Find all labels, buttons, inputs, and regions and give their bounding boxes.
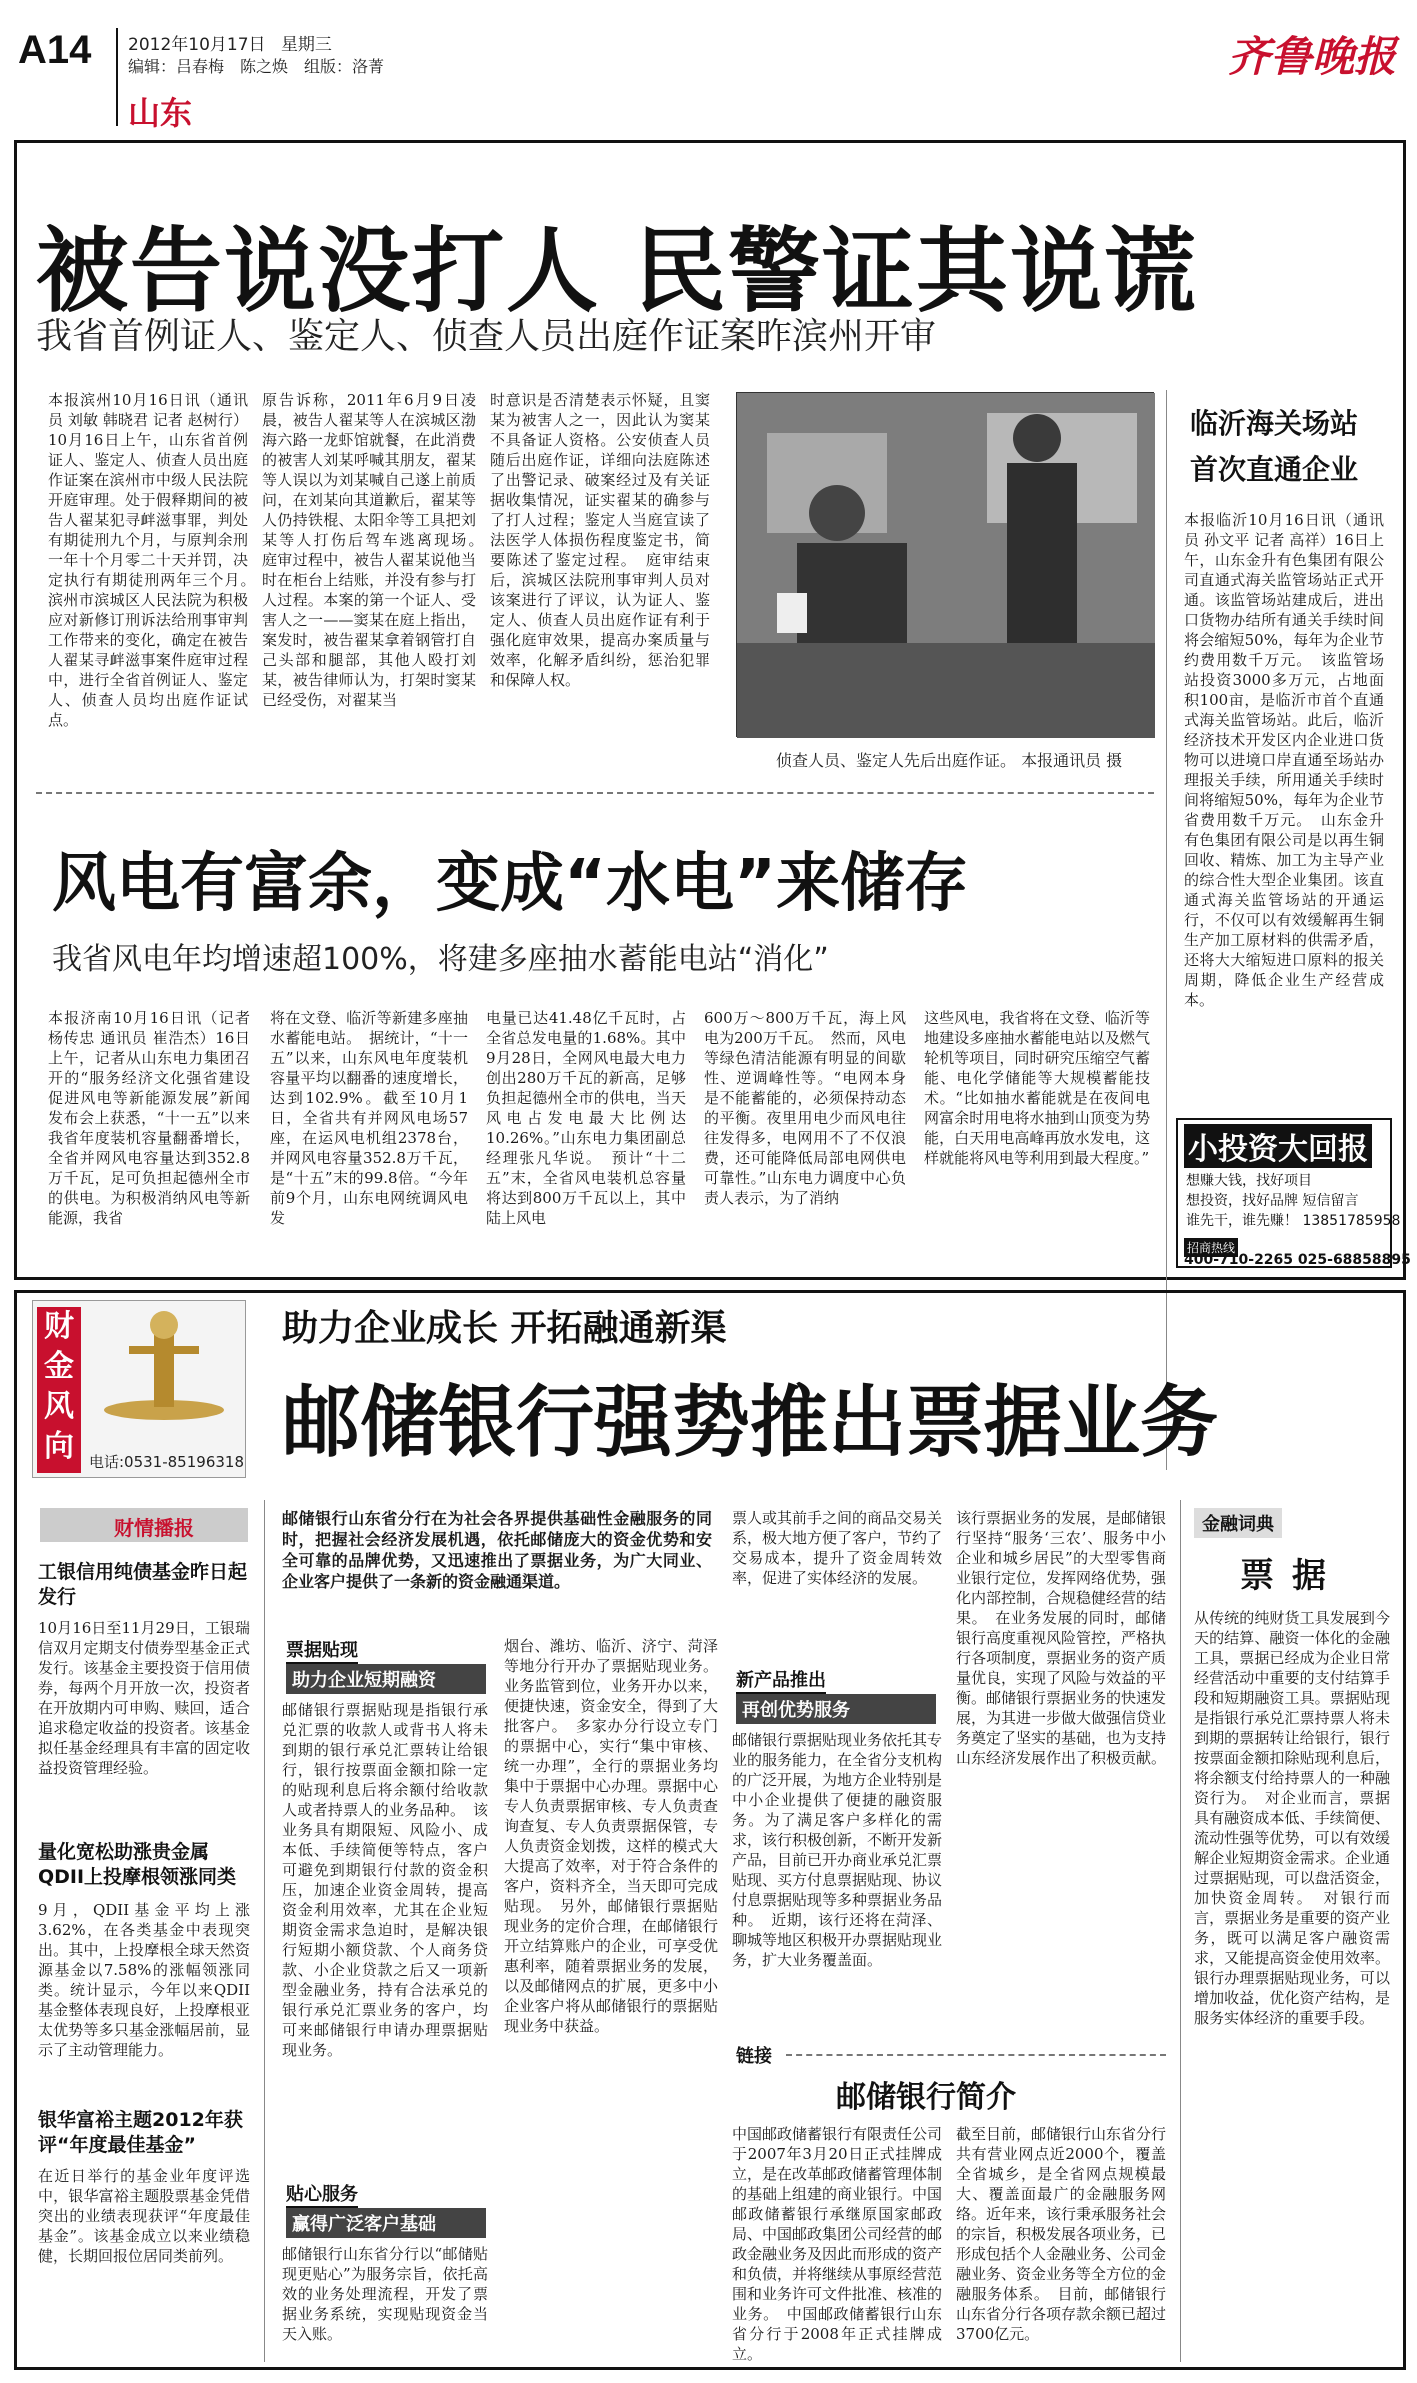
ad-title: 小投资大回报 <box>1184 1124 1372 1168</box>
story1-col2: 原告诉称，2011年6月9日凌晨，被告人翟某等人在滨城区渤海六路一龙虾馆就餐，在此消费的被害人刘某呼喊其朋友，翟某等人误以为刘某喊自己遂上前质问，在刘某向其道歉后，翟某等人仍持铁棍、太阳伞等工具把刘某等人打伤后驾车逃离现场。 庭审过程中，被告人翟某说他当时在柜台上结账，并没有参与打人过程。本案的第一个证人、受害人之一——窦某在庭上指出，案发时，被告翟某拿着钢管打自己头部和腿部，其他人殴打刘某，被告律师认为，打架时窦某已经受伤，对翟某当 <box>262 391 492 709</box>
link-separator <box>786 2054 1166 2056</box>
story1-col3: 时意识是否清楚表示怀疑，且窦某为被害人之一，因此认为窦某不具备证人资格。公安侦查人员随后出庭作证，详细向法庭陈述了出警记录、破案经过及有关证据收集情况，证实翟某的确参与了打人过程；鉴定人当庭宣读了法医学人体损伤程度鉴定书，简要陈述了鉴定过程。 庭审结束后，滨城区法院刑事审判人员对该案进行了评议，认为证人、鉴定人、侦查人员出庭作证有利于强化庭审效果，提高办案质量与效率，化解矛盾纠纷，惩治犯罪和保障人权。 <box>490 391 710 689</box>
golden-figure-icon <box>89 1305 239 1425</box>
sec2-title: 赢得广泛客户基础 <box>286 2208 486 2238</box>
finance-badge-char-2: 金 <box>44 1349 74 1384</box>
profile-col2: 截至目前，邮储银行山东省分行共有营业网点近2000个，覆盖全省城乡，是全省网点规模最大、覆盖面最广的金融服务网络。近年来，该行秉承服务社会的宗旨，积极发展各项业务，已形成包括个人金融业务、公司金融业务、资金业务等全方位的金融服务体系。 目前，邮储银行山东省分行各项存款余额已超过3700亿元。 <box>956 2125 1167 2343</box>
profile-title: 邮储银行简介 <box>836 2080 1016 2115</box>
brief1-body: 10月16日至11月29日，工银瑞信双月定期支付债券型基金正式发行。该基金主要投资于信用债券，每两个月开放一次，投资者在开放期内可申购、赎回，适合追求稳定收益的投资者。该基金拟任基金经理具有丰富的固定收益投资管理经验。 <box>38 1619 250 1777</box>
photo-caption: 侦查人员、鉴定人先后出庭作证。 本报通讯员 摄 <box>776 751 1123 770</box>
sec1-title: 助力企业短期融资 <box>286 1664 486 1694</box>
page-number: A14 <box>18 28 92 72</box>
sec3-label: 新产品推出 <box>736 1666 826 1694</box>
sidebar1-headline-2: 首次直通企业 <box>1190 453 1359 486</box>
courtroom-photo-illustration <box>737 393 1155 738</box>
ad-line1: 想赚大钱，找好项目 <box>1186 1173 1312 1189</box>
finance-dict-rule <box>1180 1500 1181 2362</box>
dict-term: 票据 <box>1240 1556 1344 1596</box>
issue-date: 2012年10月17日 <box>128 35 266 55</box>
ad-phone: 400-710-2265 025-68858895 <box>1184 1252 1411 1268</box>
issue-weekday: 星期三 <box>280 35 332 55</box>
sidebar1-headline-1: 临沂海关场站 <box>1190 407 1359 440</box>
story2-col2: 将在文登、临沂等新建多座抽水蓄能电站。 据统计，“十一五”以来，山东风电年度装机容量平均以翻番的速度增长，达到102.9%。截至10月1日，全省共有并网风电场57座，在运风电机组2378台，并网风电容量352.8万千瓦，是“十五”末的99.8倍。“今年前9个月，山东电网统调风电发 <box>270 1009 468 1227</box>
story2-col4: 600万～800万千瓦，海上风电为200万千瓦。 然而，风电等绿色清洁能源有明显的间歇性、逆调峰性等。“电网本身是不能蓄能的，必须保持动态的平衡。夜里用电少而风电往往发得多，电网用不了不仅浪费，还可能降低局部电网供电可靠性。”山东电力调度中心负责人表示，为了消纳 <box>704 1009 906 1207</box>
section-name: 山东 <box>128 94 193 132</box>
story3-col1: 邮储银行票据贴现是指银行承兑汇票的收款人或背书人将未到期的银行承兑汇票转让给银行，银行按票面金额扣除一定的贴现利息后将余额付给收款人或者持票人的业务品种。 该业务具有期限短、风险小、成本低、手续简便等特点，客户可避免到期银行付款的资金积压，加速企业资金周转，提高资金利用效率，尤其在企业短期资金需求急迫时，是解决银行短期小额贷款、个人商务贷款、小企业贷款之后又一项新型金融业务，持有合法承兑的银行承兑汇票业务的客户，均可来邮储银行申请办理票据贴现业务。 <box>282 1701 488 2059</box>
story3-col3: 票人或其前手之间的商品交易关系，极大地方便了客户，节约了交易成本，提升了资金周转效率，促进了实体经济的发展。 <box>732 1509 943 1587</box>
sec3-title: 再创优势服务 <box>736 1694 936 1724</box>
story2-headline: 风电有富余，变成“水电”来储存 <box>52 847 969 921</box>
ad-line3: 谁先干，谁先赚！ 13851785958 <box>1186 1213 1401 1229</box>
paper-logo: 齐鲁晚报 <box>1228 32 1397 81</box>
courtroom-photo <box>736 392 1154 737</box>
story2-col5: 这些风电，我省将在文登、临沂等地建设多座抽水蓄能电站以及燃气轮机等项目，同时研究压缩空气蓄能、电化学储能等大规模蓄能技术。“比如抽水蓄能就是在夜间电网富余时用电将水抽到山顶变为势能，白天用电高峰再放水发电，这样就能将风电等利用到最大程度。” <box>924 1009 1150 1167</box>
finance-badge-strip <box>37 1307 81 1473</box>
masthead-vrule <box>116 28 118 126</box>
story3-kicker: 助力企业成长 开拓融通新渠 <box>282 1308 727 1349</box>
finance-sidebar-rule <box>264 1500 265 2362</box>
sec4-label: 链接 <box>736 2046 772 2067</box>
finance-badge-char-1: 财 <box>44 1309 74 1344</box>
story1-subhead: 我省首例证人、鉴定人、侦查人员出庭作证案昨滨州开审 <box>36 316 937 357</box>
story3-col4: 该行票据业务的发展，是邮储银行坚持“服务‘三农’、服务中小企业和城乡居民”的大型零售商业银行定位，发挥网络优势，强化内部控制，合规稳健经营的结果。 在业务发展的同时，邮储银行高度重视风险管控，严格执行各项制度，票据业务的资产质量优良，实现了风险与效益的平衡。邮储银行票据业务的快速发展，为其进一步做大做强信贷业务奠定了坚实的基础，也为支持山东经济发展作出了积极贡献。 <box>956 1509 1167 1767</box>
story3-headline: 邮储银行强势推出票据业务 <box>282 1378 1219 1468</box>
ad-box <box>1176 1118 1411 1268</box>
story3-col1b: 邮储银行山东省分行以“邮储贴现更贴心”为服务宗旨，依托高效的业务处理流程，开发了票据业务系统，实现贴现资金当天入账。 <box>282 2245 488 2343</box>
brief2-body: 9月，QDII基金平均上涨3.62%，在各类基金中表现突出。其中，上投摩根全球天然资源基金以7.58%的涨幅领涨同类。统计显示，今年以来QDII基金整体表现良好，上投摩根亚太优势等多只基金涨幅居前，显示了主动管理能力。 <box>38 1901 250 2059</box>
finance-phone: 电话:0531-85196318 <box>89 1453 244 1471</box>
sidebar1-body: 本报临沂10月16日讯（通讯员 孙文平 记者 高祥）16日上午，山东金升有色集团有限公司直通式海关监管场站正式开通。该监管场站建成后，进出口货物办结所有通关手续时间将会缩短50%，每年为企业节约费用数千万元。 该监管场站投资3000多万元，占地面积100亩，是临沂市首个直通式海关监管场站。此后，临沂经济技术开发区内企业进口货物可以进境口岸直通至场站办理报关手续，所用通关手续时间将缩短50%，每年为企业节省费用数千万元。 山东金升有色集团有限公司是以再生铜回收、精炼、加工为主导产业的综合性大型企业集团。该直通式海关监管场站的开通运行，不仅可以有效缓解再生铜生产加工原材料的供需矛盾，还将大大缩短进口原料的报关周期，降低企业生产经营成本。 <box>1184 511 1384 1009</box>
brief3-body: 在近日举行的基金业年度评选中，银华富裕主题股票基金凭借突出的业绩表现获评“年度最佳基金”。该基金成立以来业绩稳健，长期回报位居同类前列。 <box>38 2167 250 2265</box>
sidebar3-label <box>40 1508 248 1542</box>
story3-col2: 烟台、潍坊、临沂、济宁、菏泽等地分行开办了票据贴现业务。业务监管到位，业务开办以来，便捷快速，资金安全，得到了大批客户。 多家办分行设立专门的票据中心，实行“集中审核、统一办理”，全行的票据业务均集中于票据中心办理。票据中心专人负责票据审核、专人负责查询查复、专人负责票据保管，专人负责资金划拨，这样的模式大大提高了效率，对于符合条件的客户，资料齐全，当天即可完成贴现。 另外，邮储银行票据贴现业务的定价合理，在邮储银行开立结算账户的企业，可享受优惠利率，随着票据业务的发展，以及邮储网点的扩展，更多中小企业客户将从邮储银行的票据贴现业务中获益。 <box>504 1637 718 2035</box>
profile-col1: 中国邮政储蓄银行有限责任公司于2007年3月20日正式挂牌成立，是在改革邮政储蓄管理体制的基础上组建的商业银行。中国邮政储蓄银行承继原国家邮政局、中国邮政集团公司经营的邮政金融业务及因此而形成的资产和负债，并将继续从事原经营范围和业务许可文件批准、核准的业务。 中国邮政储蓄银行山东省分行于2008年正式挂牌成立。 <box>732 2125 943 2363</box>
finance-badge <box>32 1300 246 1478</box>
story1-headline: 被告说没打人 民警证其说谎 <box>36 218 1199 325</box>
brief3-title: 银华富裕主题2012年获评“年度最佳基金” <box>38 2109 243 2156</box>
brief2-title: 量化宽松助涨贵金属QDII上投摩根领涨同类 <box>38 1841 237 1888</box>
ad-line2: 想投资，找好品牌 短信留言 <box>1186 1193 1359 1209</box>
sec1-label: 票据贴现 <box>286 1636 358 1664</box>
story-separator <box>36 792 1154 794</box>
story2-col3: 电量已达41.48亿千瓦时，占全省总发电量的1.68%。其中9月28日，全网风电最大电力创出280万千瓦的新高，足够负担起德州全市的供电，当天风电占发电最大比例达10.26%。”山东电力集团副总经理张凡华说。 预计“十二五”末，全省风电装机总容量将达到800万千瓦以上，其中陆上风电 <box>486 1009 686 1227</box>
story3-intro: 邮储银行山东省分行在为社会各界提供基础性金融服务的同时，把握社会经济发展机遇，依托邮储庞大的资金优势和安全可靠的品牌优势，又迅速推出了票据业务，为广大同业、企业客户提供了一条新的资金融通渠道。 <box>282 1509 712 1591</box>
story2-subhead: 我省风电年均增速超100%，将建多座抽水蓄能电站“消化” <box>52 942 829 977</box>
brief1-title: 工银信用纯债基金昨日起发行 <box>38 1561 248 1608</box>
story3-col3b: 邮储银行票据贴现业务依托其专业的服务能力，在全省分支机构的广泛开展，为地方企业特别是中小企业提供了便捷的融资服务。为了满足客户多样化的需求，该行积极创新，不断开发新产品，目前已开办商业承兑汇票贴现、买方付息票据贴现、协议付息票据贴现等多种票据业务品种。 近期，该行还将在菏泽、聊城等地区积极开办票据贴现业务，扩大业务覆盖面。 <box>732 1731 943 1969</box>
finance-badge-char-3: 风 <box>44 1389 74 1424</box>
ad-tag: 招商热线 <box>1184 1238 1238 1257</box>
masthead-editors: 编辑：吕春梅 陈之焕 组版：洛菁 <box>128 57 385 76</box>
dict-label: 金融词典 <box>1194 1508 1282 1538</box>
story1-col1: 本报滨州10月16日讯（通讯员 刘敏 韩晓君 记者 赵树行）10月16日上午，山东省首例证人、鉴定人、侦查人员出庭作证案在滨州市中级人民法院开庭审理。处于假释期间的被告人翟某犯寻衅滋事罪，判处有期徒刑九个月，与原判余刑一年十个月零二十天并罚，决定执行有期徒刑两年三个月。 滨州市滨城区人民法院为积极应对新修订刑诉法给刑事审判工作带来的变化，确定在被告人翟某寻衅滋事案件庭审过程中，进行全省首例证人、鉴定人、侦查人员均出庭作证试点。 <box>48 391 264 729</box>
story2-col1: 本报济南10月16日讯（记者 杨传忠 通讯员 崔浩杰）16日上午，记者从山东电力集团召开的“服务经济文化强省建设 促进风电等新能源发展”新闻发布会上获悉，“十一五”以来我省年度装机容量翻番增长，全省并网风电容量达到352.8万千瓦，足可负担起德州全市的供电。为积极消纳风电等新能源，我省 <box>48 1009 250 1227</box>
dict-body: 从传统的纯财货工具发展到今天的结算、融资一体化的金融工具，票据已经成为企业日常经营活动中重要的支付结算手段和短期融资工具。票据贴现是指银行承兑汇票持票人将未到期的票据转让给银行，银行按票面金额扣除贴现利息后，将余额支付给持票人的一种融资行为。 对企业而言，票据具有融资成本低、手续简便、流动性强等优势，可以有效缓解企业短期资金需求。企业通过票据贴现，可以盘活资金，加快资金周转。 对银行而言，票据业务是重要的资产业务，既可以满足客户融资需求，又能提高资金使用效率。银行办理票据贴现业务，可以增加收益，优化资产结构，是服务实体经济的重要手段。 <box>1194 1609 1390 2027</box>
sidebar3-label-text: 财情播报 <box>114 1516 194 1540</box>
masthead <box>0 0 1417 135</box>
finance-badge-char-4: 向 <box>44 1429 74 1464</box>
sec2-label: 贴心服务 <box>286 2180 358 2208</box>
masthead-date <box>128 30 332 55</box>
